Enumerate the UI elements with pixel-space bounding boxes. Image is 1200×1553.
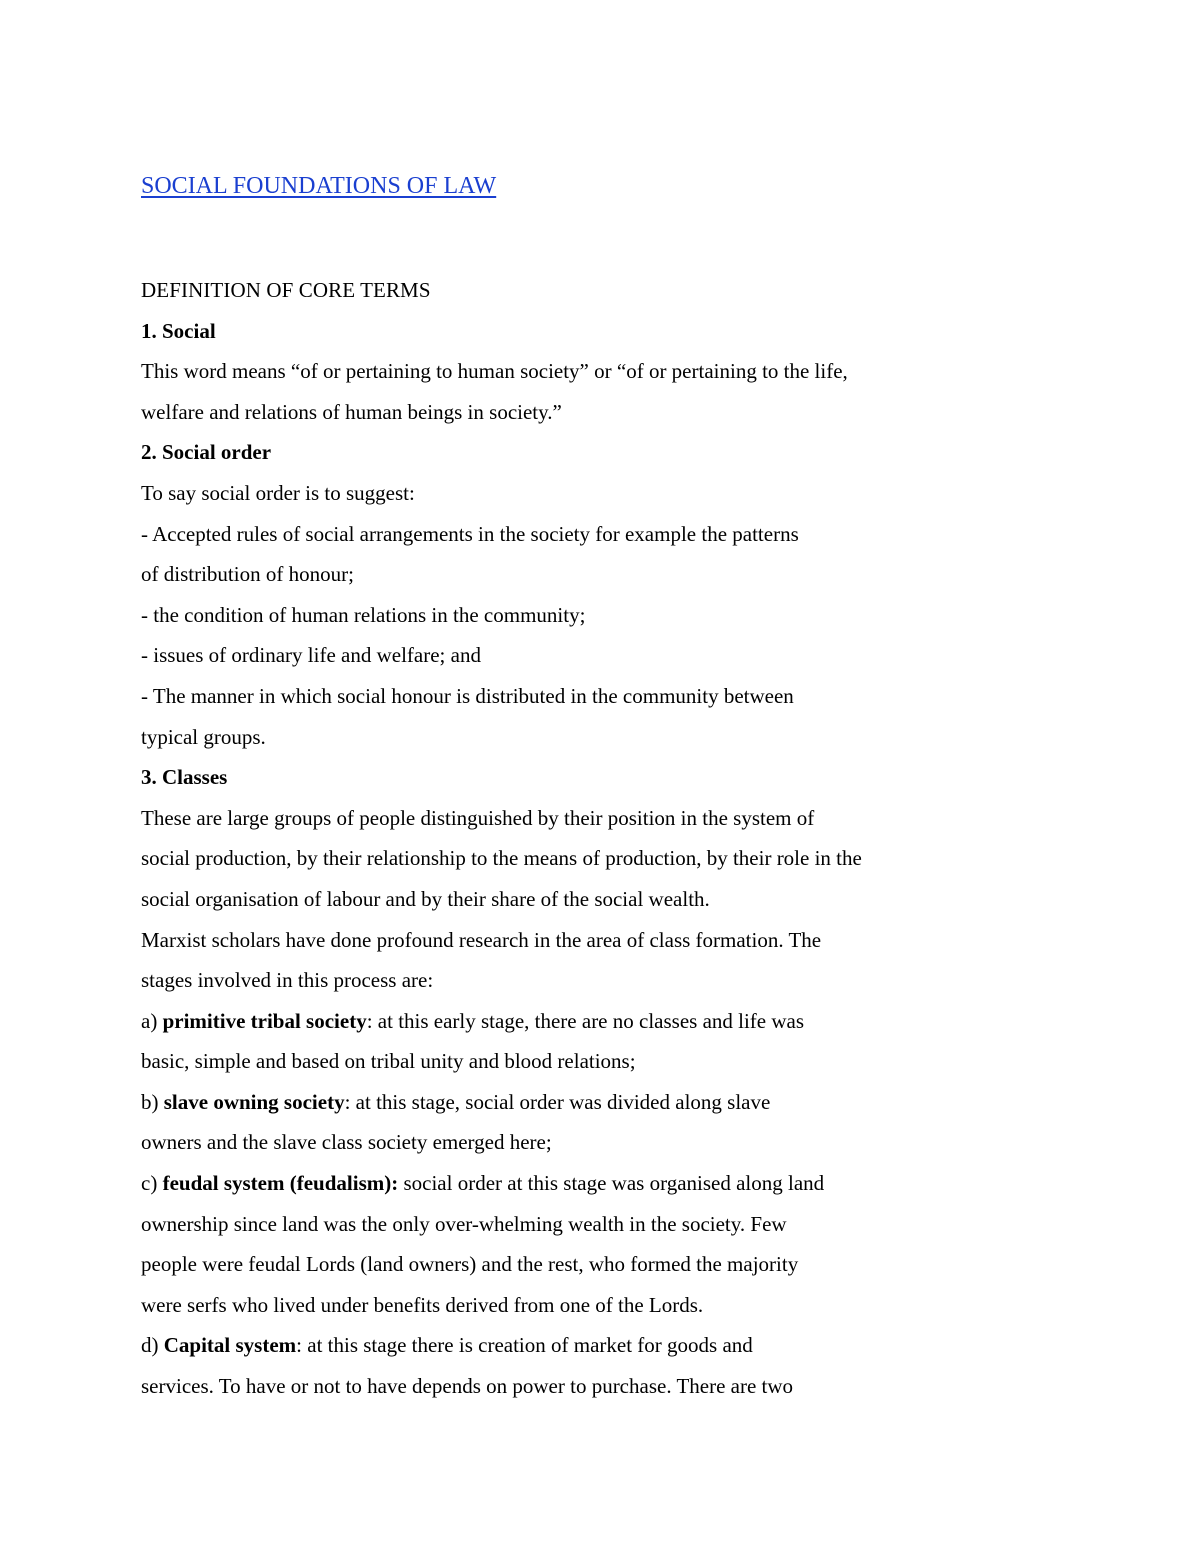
section-heading: DEFINITION OF CORE TERMS xyxy=(141,278,431,302)
line-text: welfare and relations of human beings in society.” xyxy=(141,399,562,424)
list-marker: c) xyxy=(141,1171,163,1196)
text-line xyxy=(141,1001,1001,1042)
line-text: stages involved in this process are: xyxy=(141,968,434,993)
line-text: basic, simple and based on tribal unity and blood relations; xyxy=(141,1049,636,1074)
line-text: of distribution of honour; xyxy=(141,562,354,587)
bold-term: 2. Social order xyxy=(141,440,272,465)
bold-term: 3. Classes xyxy=(141,765,228,790)
line-text: - Accepted rules of social arrangements in the society for example the patterns xyxy=(141,521,799,546)
line-text: social organisation of labour and by their share of the social wealth. xyxy=(141,886,710,911)
bold-term: primitive tribal society xyxy=(162,1008,367,1033)
list-marker: d) xyxy=(141,1333,164,1358)
line-text: were serfs who lived under benefits derived from one of the Lords. xyxy=(141,1292,704,1317)
text-line xyxy=(141,1285,1001,1326)
text-line xyxy=(141,676,1001,717)
line-text: To say social order is to suggest: xyxy=(141,480,415,505)
text-line xyxy=(141,1041,1001,1082)
text-line xyxy=(141,1163,1001,1204)
line-text: : at this early stage, there are no classes and life was xyxy=(366,1008,805,1033)
list-marker: a) xyxy=(141,1008,163,1033)
list-marker: b) xyxy=(141,1089,164,1114)
text-line xyxy=(141,311,1001,352)
line-text: services. To have or not to have depends on power to purchase. There are two xyxy=(141,1374,794,1399)
text-line xyxy=(141,838,1001,879)
line-text: - issues of ordinary life and welfare; and xyxy=(141,643,481,668)
text-line xyxy=(141,1122,1001,1163)
text-line xyxy=(141,473,1001,514)
text-line xyxy=(141,635,1001,676)
line-text: - The manner in which social honour is distributed in the community between xyxy=(141,683,794,708)
line-text: These are large groups of people distinguished by their position in the system of xyxy=(141,805,815,830)
text-line xyxy=(141,595,1001,636)
line-text: : at this stage, social order was divided along slave xyxy=(344,1089,771,1114)
bold-term: feudal system (feudalism): xyxy=(162,1171,399,1196)
text-line xyxy=(141,392,1001,433)
line-text: social production, by their relationship to the means of production, by their role in the xyxy=(141,846,862,871)
line-text: Marxist scholars have done profound research in the area of class formation. The xyxy=(141,927,822,952)
text-line xyxy=(141,717,1001,758)
text-line xyxy=(141,798,1001,839)
text-line xyxy=(141,1082,1001,1123)
line-text: owners and the slave class society emerged here; xyxy=(141,1130,552,1155)
text-line xyxy=(141,554,1001,595)
line-text: social order at this stage was organised along land xyxy=(398,1171,825,1196)
text-line xyxy=(141,351,1001,392)
line-text: people were feudal Lords (land owners) and the rest, who formed the majority xyxy=(141,1252,799,1277)
body-text xyxy=(141,311,1001,1407)
bold-term: 1. Social xyxy=(141,318,216,343)
text-line xyxy=(141,432,1001,473)
text-line xyxy=(141,960,1001,1001)
text-line xyxy=(141,1244,1001,1285)
text-line xyxy=(141,920,1001,961)
text-line xyxy=(141,879,1001,920)
document-content xyxy=(141,170,1001,1407)
line-text: : at this stage there is creation of market for goods and xyxy=(296,1333,753,1358)
line-text: ownership since land was the only over-whelming wealth in the society. Few xyxy=(141,1211,787,1236)
document-title: SOCIAL FOUNDATIONS OF LAW xyxy=(141,173,497,199)
line-text: - the condition of human relations in the community; xyxy=(141,602,586,627)
line-text: typical groups. xyxy=(141,724,266,749)
text-line xyxy=(141,514,1001,555)
line-text: This word means “of or pertaining to human society” or “of or pertaining to the life, xyxy=(141,359,848,384)
text-line xyxy=(141,1366,1001,1407)
text-line xyxy=(141,757,1001,798)
text-line xyxy=(141,1325,1001,1366)
text-line xyxy=(141,1204,1001,1245)
bold-term: slave owning society xyxy=(163,1089,345,1114)
bold-term: Capital system xyxy=(163,1333,297,1358)
